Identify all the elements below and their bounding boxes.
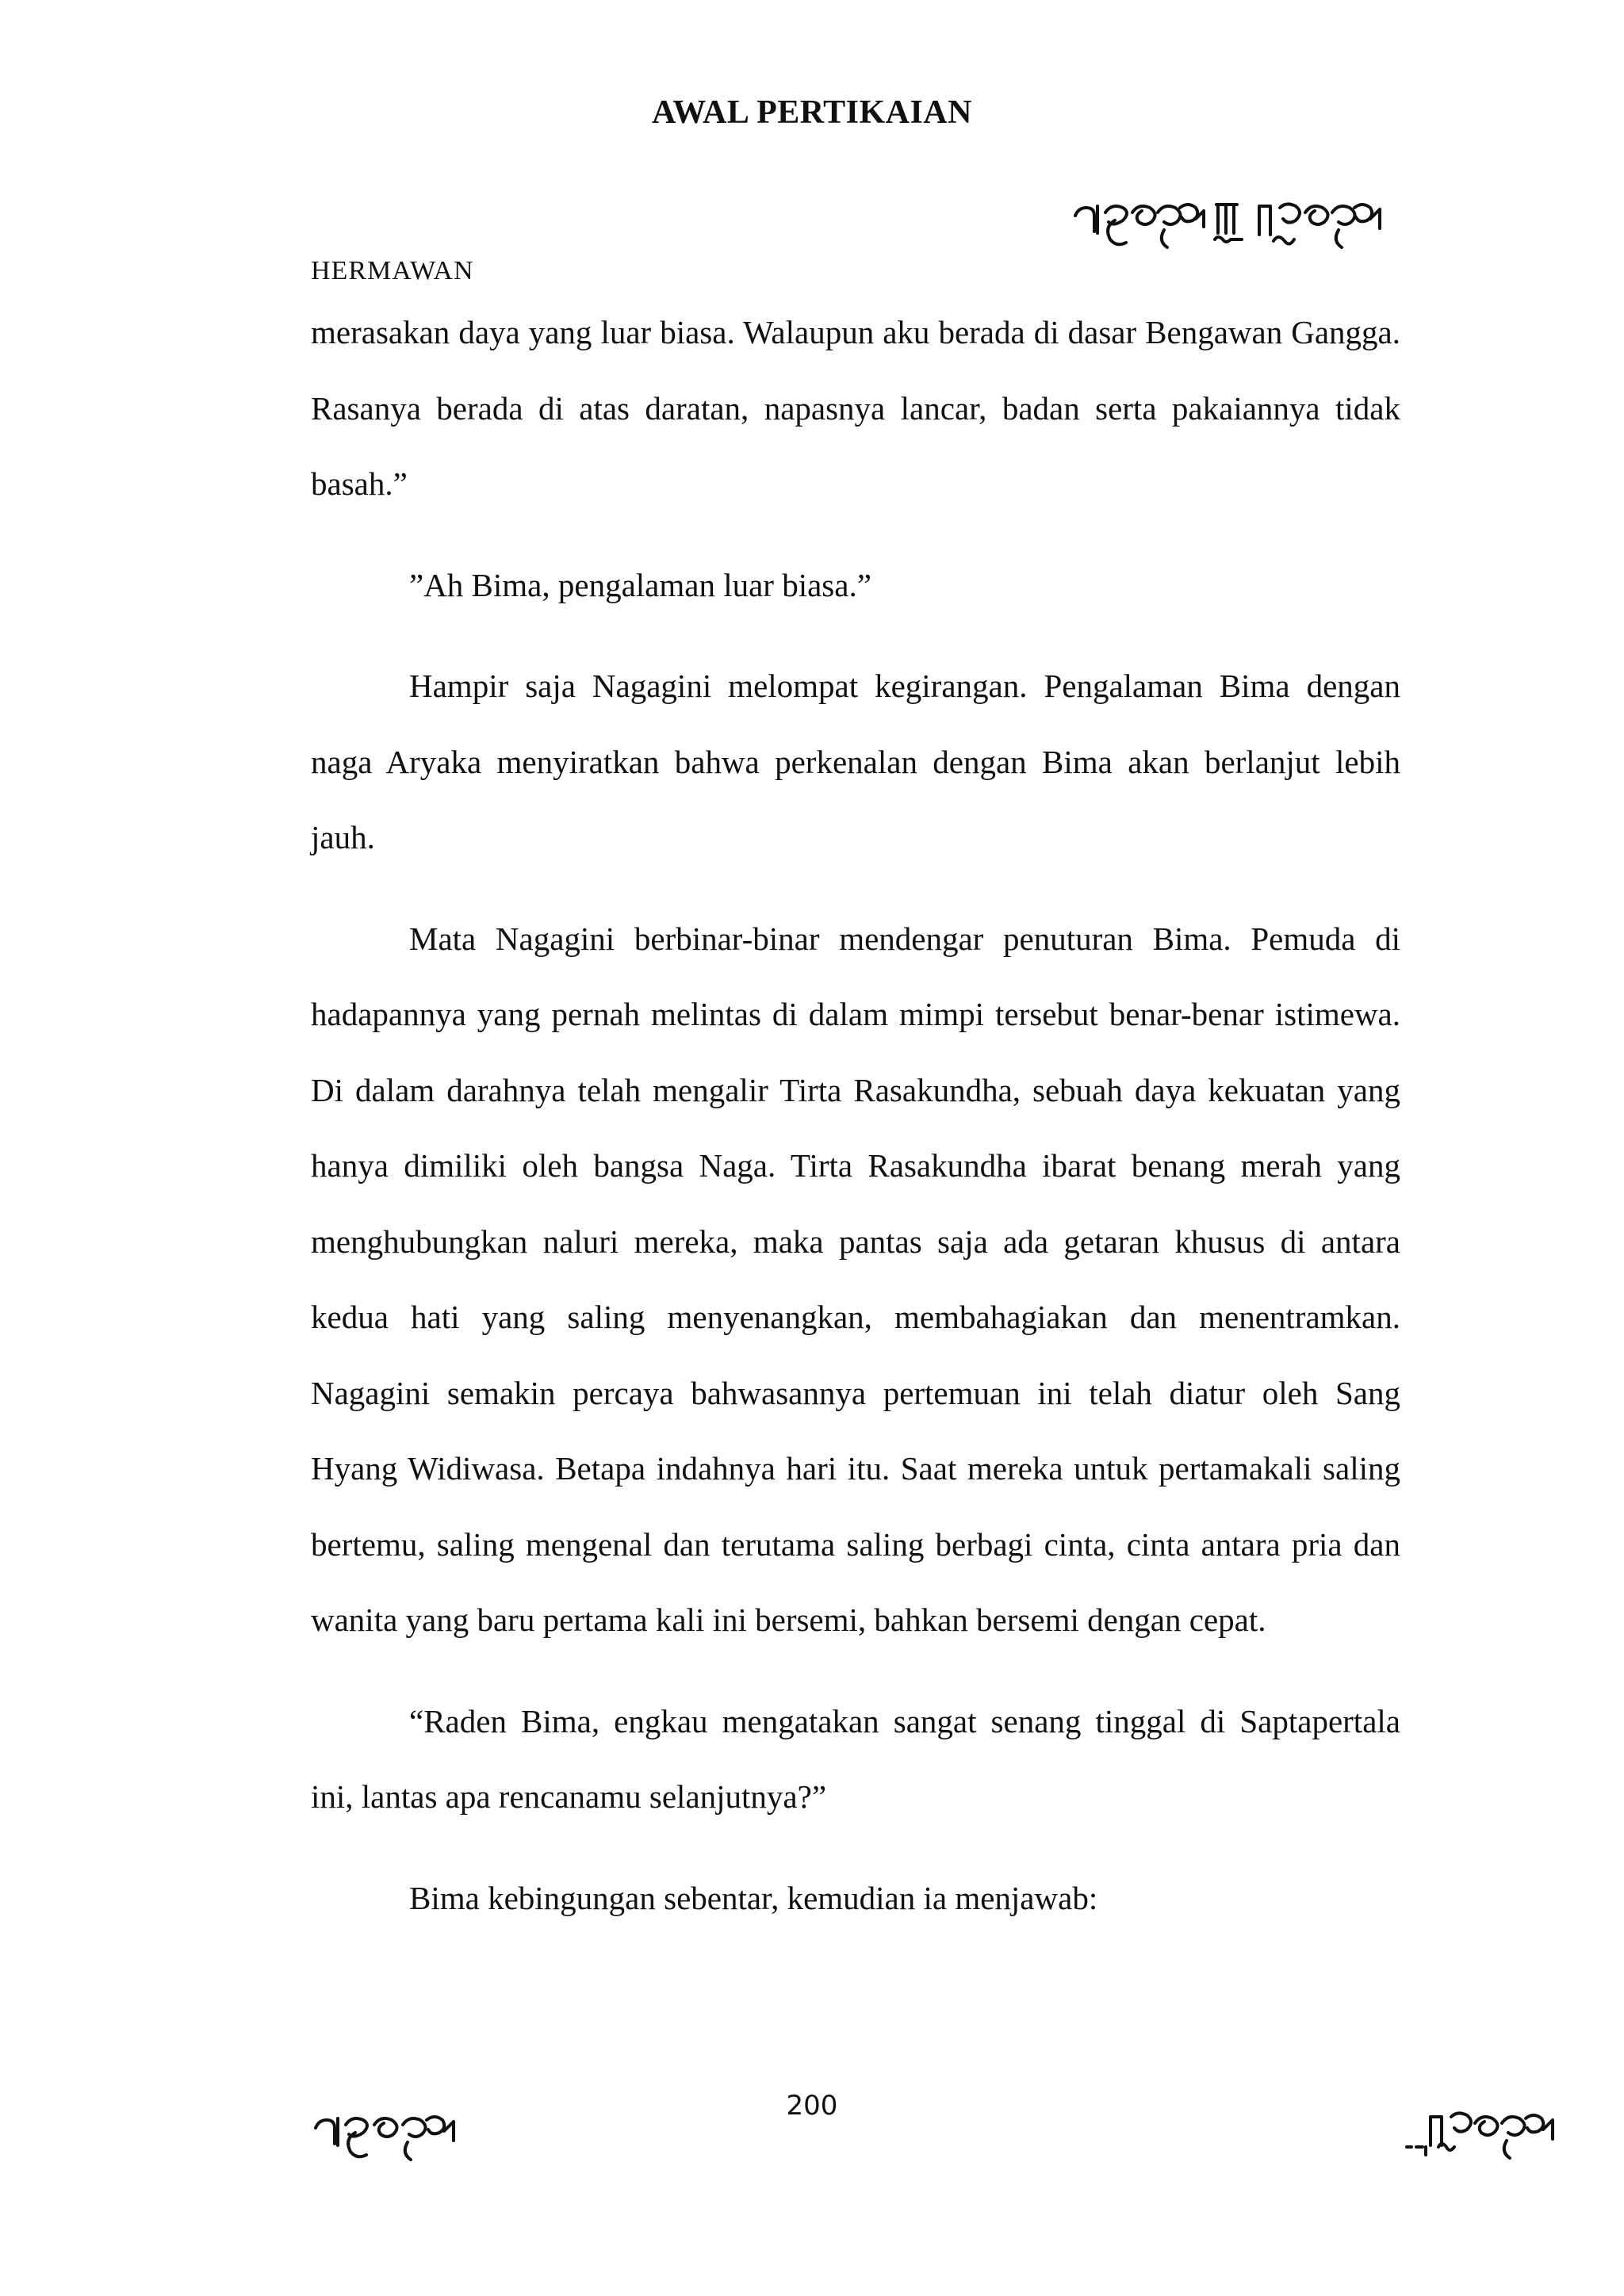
paragraph: ”Ah Bima, pengalaman luar biasa.” [409, 566, 871, 603]
javanese-script-footer-left-ornament [311, 2099, 493, 2169]
page-number: 200 [786, 2090, 838, 2122]
author-name: HERMAWAN [311, 256, 474, 285]
body-text [311, 295, 1400, 1936]
paragraph: Mata Nagagini berbinar-binar mendengar penuturan Bima. Pemuda di hadapannya yang pernah melintas di dalam mimpi tersebut benar-benar istimewa. Di dalam darahnya telah mengalir Tirta Rasakundha, sebuah daya kekuatan yang hanya dimiliki oleh bangsa Naga. Tirta Rasakundha ibarat benang merah yang menghubungkan naluri mereka, maka pantas saja ada getaran khusus di antara kedua hati yang saling menyenangkan, membahagiakan dan menentramkan. Nagagini semakin percaya bahwasannya pertemuan ini telah diatur oleh Sang Hyang Widiwasa. Betapa indahnya hari itu. Saat mereka untuk pertamakali saling bertemu, saling mengenal dan terutama saling berbagi cinta, cinta antara pria dan wanita yang baru pertama kali ini bersemi, bahkan bersemi dengan cepat. [311, 920, 1400, 1638]
paragraph: “Raden Bima, engkau mengatakan sangat senang tinggal di Saptapertala ini, lantas apa rencanamu selanjutnya?” [311, 1702, 1400, 1815]
javanese-script-footer-right-ornament [1399, 2099, 1565, 2169]
paragraph: Hampir saja Nagagini melompat kegirangan. Pengalaman Bima dengan naga Aryaka menyiratkan bahwa perkenalan dengan Bima akan berlanjut lebih jauh. [311, 668, 1400, 855]
paragraph: Bima kebingungan sebentar, kemudian ia menjawab: [409, 1879, 1098, 1916]
chapter-title: AWAL PERTIKAIAN [652, 94, 972, 131]
paragraph: merasakan daya yang luar biasa. Walaupun aku berada di dasar Bengawan Gangga. Rasanya berada di atas daratan, napasnya lancar, badan serta pakaiannya tidak basah.” [311, 314, 1400, 502]
javanese-script-header-ornament [1069, 184, 1402, 263]
